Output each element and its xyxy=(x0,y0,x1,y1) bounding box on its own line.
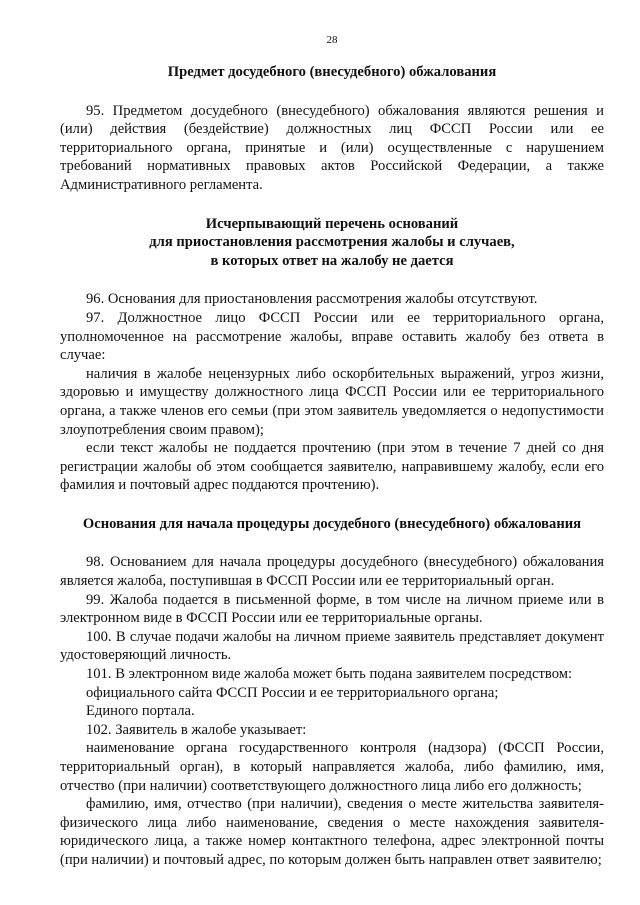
paragraph-97-case-1: наличия в жалобе нецензурных либо оскорбительных выражений, угроз жизни, здоровью и имуществу должностного лица ФССП России или ее территориального органа, а также членов его семьи (при этом заявитель уведомляется о недопустимости злоупотребления своим правом); xyxy=(60,365,604,438)
paragraph-100: 100. В случае подачи жалобы на личном приеме заявитель представляет документ удостоверяющий личность. xyxy=(60,628,604,664)
paragraph-101: 101. В электронном виде жалоба может быть подана заявителем посредством: xyxy=(86,666,573,683)
paragraph-102-item-2: фамилию, имя, отчество (при наличии), сведения о месте жительства заявителя-физического лица либо наименование, сведения о месте нахождения заявителя-юридического лица, а также номер контактного телефона, адрес электронной почты (при наличии) и почтовый адрес, по которым должен быть направлен ответ заявителю; xyxy=(60,796,604,868)
section-heading-subject: Предмет досудебного (внесудебного) обжалования xyxy=(167,64,497,80)
section-heading-grounds-suspension xyxy=(60,215,604,271)
paragraph-97: 97. Должностное лицо ФССП России или ее территориального органа, уполномоченное на рассмотрение жалобы, вправе оставить жалобу без ответа в случае: xyxy=(60,309,604,364)
heading-line: для приостановления рассмотрения жалобы и случаев, xyxy=(149,234,515,251)
paragraph-98: 98. Основанием для начала процедуры досудебного (внесудебного) обжалования является жалоба, поступившая в ФССП России или ее территориальный орган. xyxy=(60,554,604,590)
paragraph-96: 96. Основания для приостановления рассмотрения жалобы отсутствуют. xyxy=(86,291,538,308)
paragraph-101-item-1: официального сайта ФССП России и ее территориального органа; xyxy=(86,684,499,701)
section-heading-start-procedure: Основания для начала процедуры досудебного (внесудебного) обжалования xyxy=(82,515,582,532)
paragraph-97-case-2: если текст жалобы не поддается прочтению (при этом в течение 7 дней со дня регистрации жалобы об этом сообщается заявителю, направившему жалобу, если его фамилия и почтовый адрес поддаются прочтению). xyxy=(60,440,604,494)
paragraph-101-item-2: Единого портала. xyxy=(86,703,195,720)
heading-line: в которых ответ на жалобу не дается xyxy=(210,252,454,269)
page-number: 28 xyxy=(326,34,338,46)
heading-line: Исчерпывающий перечень оснований xyxy=(205,215,459,232)
paragraph-102: 102. Заявитель в жалобе указывает: xyxy=(86,721,307,738)
paragraph-102-item-1: наименование органа государственного контроля (надзора) (ФССП России, территориальный орган), в который направляется жалоба, либо фамилию, имя, отчество (при наличии) соответствующего должностного лица либо его должность; xyxy=(60,740,604,794)
paragraph-95: 95. Предметом досудебного (внесудебного) обжалования являются решения и (или) действия (бездействие) должностных лиц ФССП России или ее территориального органа, принятые и (или) осуществленные с нарушением требований нормативных правовых актов Российской Федерации, а также Административного регламента. xyxy=(60,102,604,193)
paragraph-99: 99. Жалоба подается в письменной форме, в том числе на личном приеме или в электронном виде в ФССП России или ее территориальные органы. xyxy=(60,591,604,627)
